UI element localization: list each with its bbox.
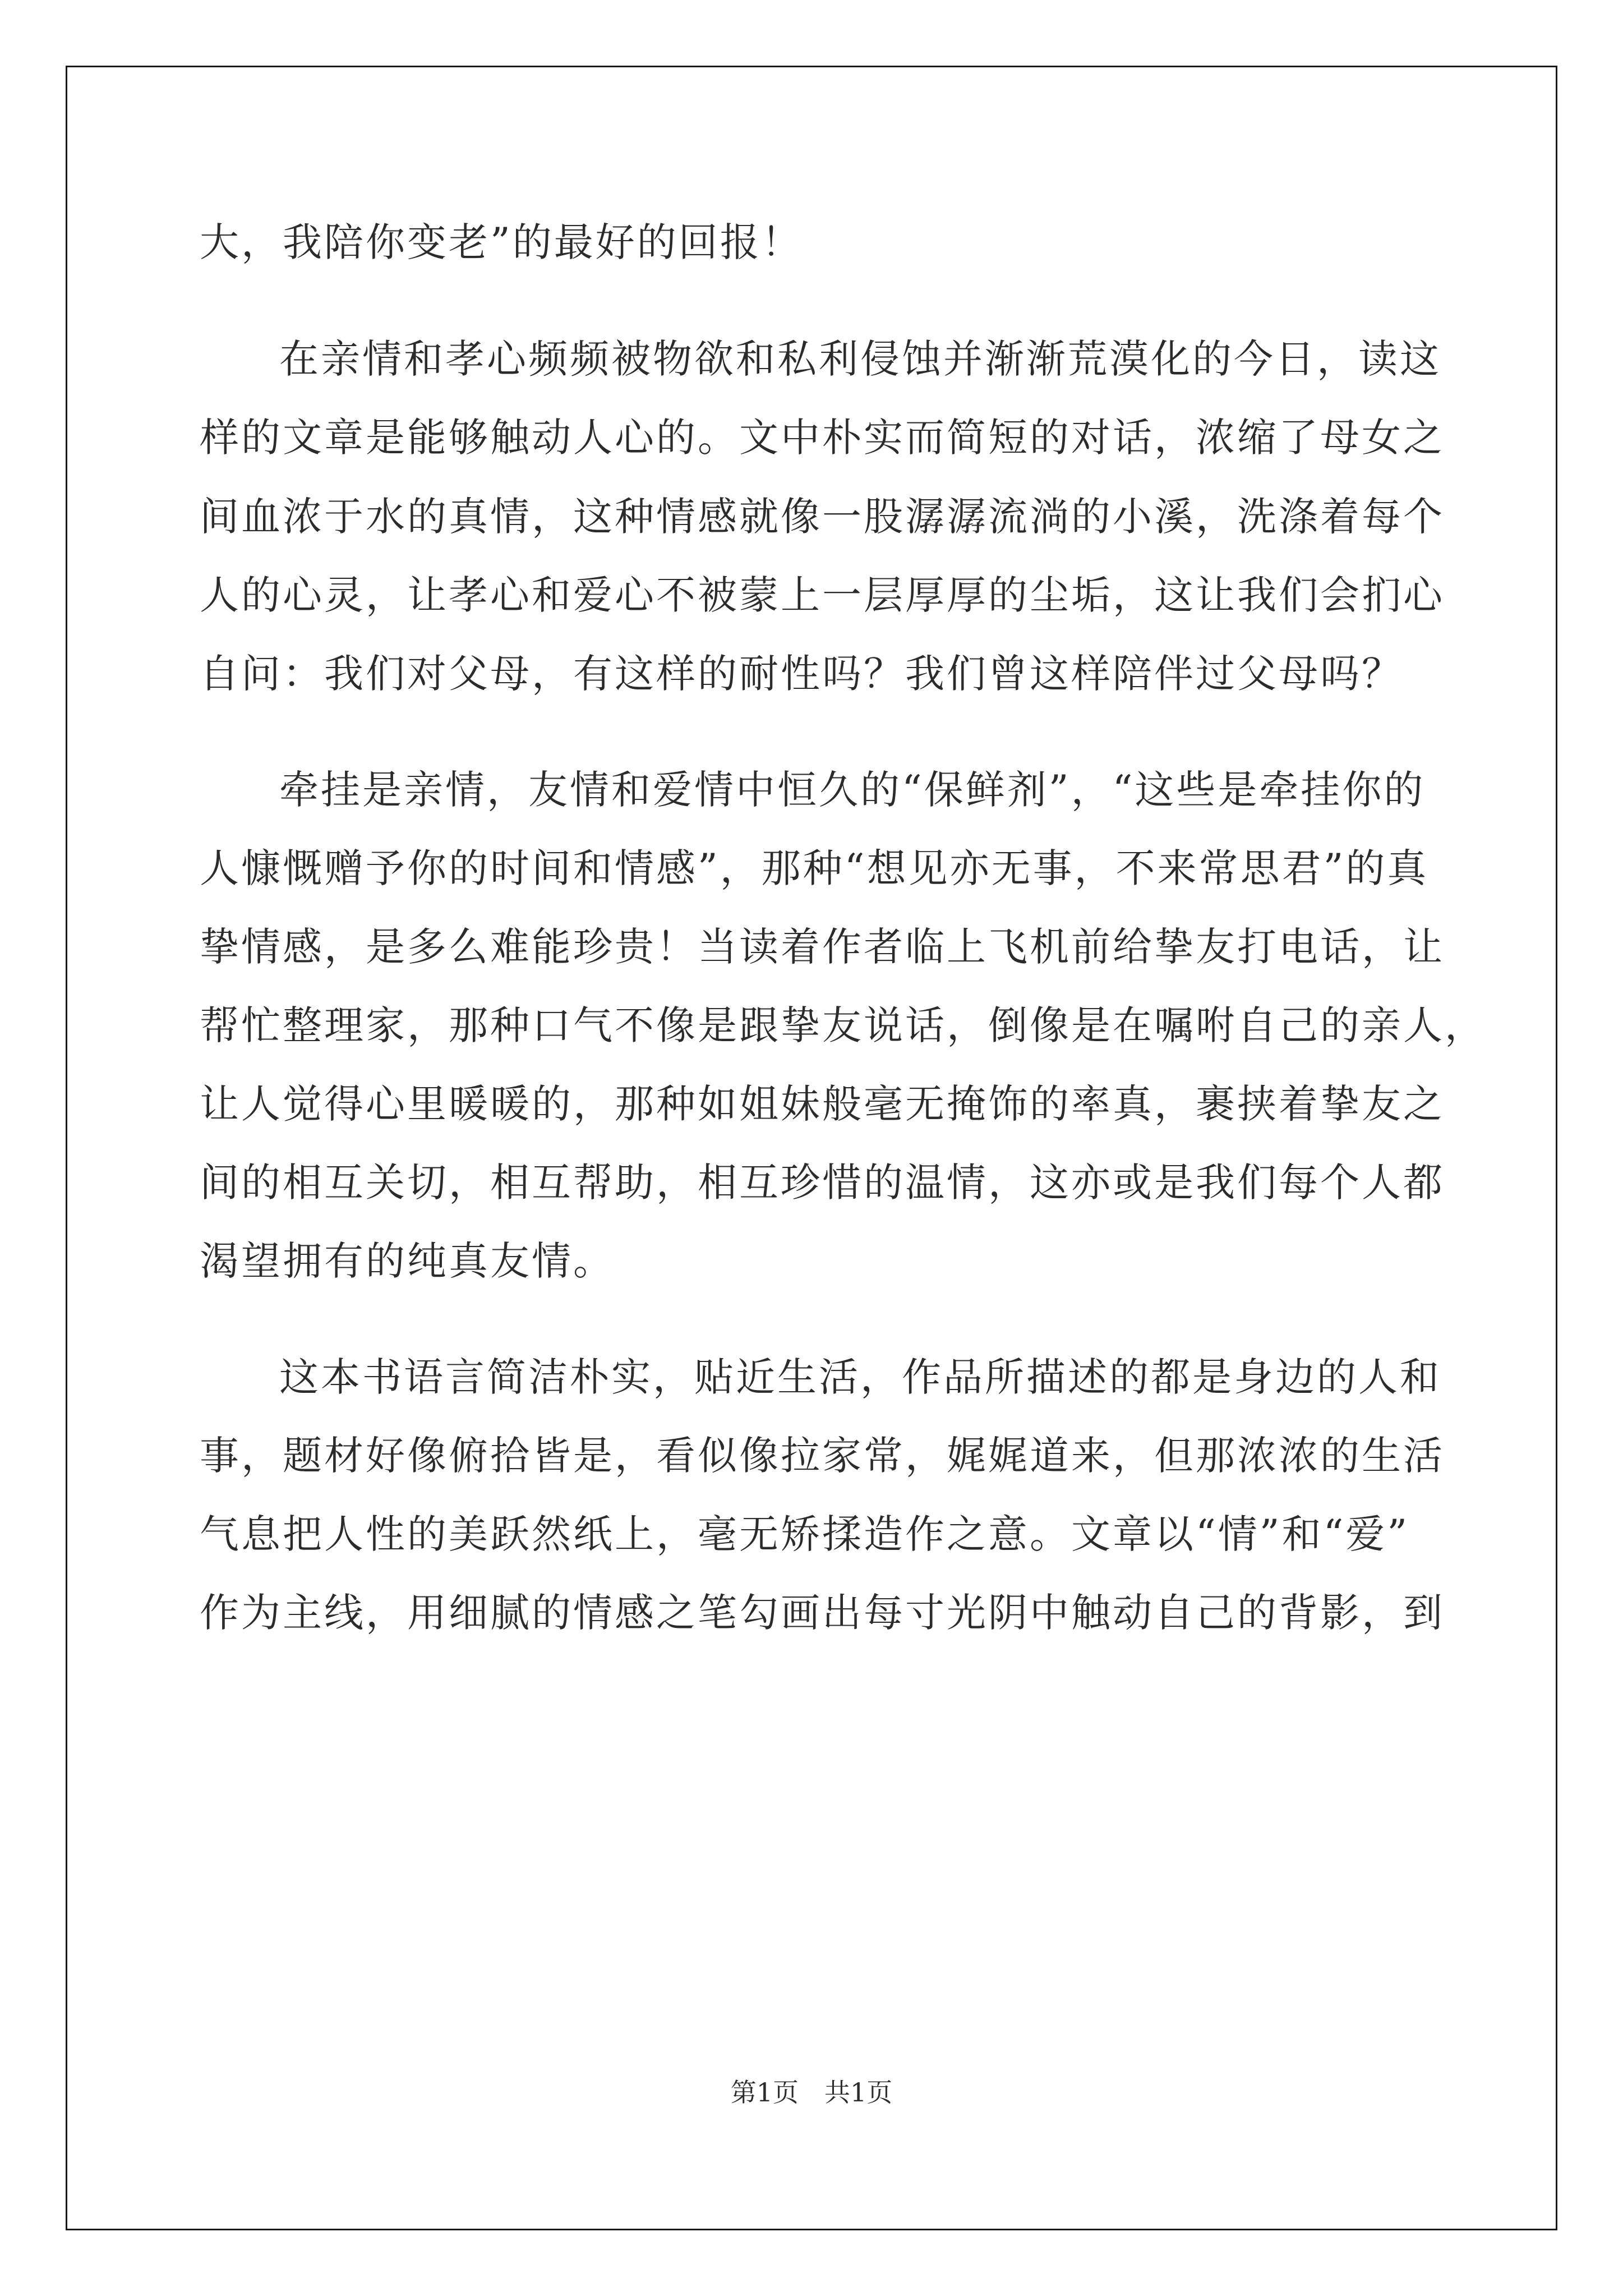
text-line: 作为主线，用细腻的情感之笔勾画出每寸光阴中触动自己的背影，到 [200,1590,1445,1636]
page-footer: 第1页 共1页 [730,2077,893,2108]
text-line: 帮忙整理家，那种口气不像是跟挚友说话，倒像是在嘱咐自己的亲人， [200,1002,1486,1048]
text-line: 气息把人性的美跃然纸上，毫无矫揉造作之意。文章以“情”和“爱” [200,1511,1410,1557]
text-line: 事，题材好像俯拾皆是，看似像拉家常，娓娓道来，但那浓浓的生活 [200,1433,1445,1479]
page-border [66,66,1557,2230]
text-line: 大，我陪你变老”的最好的回报！ [200,219,803,265]
text-line: 人的心灵，让孝心和爱心不被蒙上一层厚厚的尘垢，这让我们会扪心 [200,572,1445,618]
text-line: 挚情感，是多么难能珍贵！当读着作者临上飞机前给挚友打电话，让 [200,924,1445,970]
text-line: 间血浓于水的真情，这种情感就像一股潺潺流淌的小溪，洗涤着每个 [200,494,1445,540]
text-line: 人慷慨赠予你的时间和情感”，那种“想见亦无事，不来常思君”的真 [200,845,1429,891]
paragraph-start-line: 牵挂是亲情，友情和爱情中恒久的“保鲜剂”，“这些是牵挂你的 [279,767,1426,813]
paragraph-start-line: 这本书语言简洁朴实，贴近生活，作品所描述的都是身边的人和 [279,1354,1441,1400]
text-line: 间的相互关切，相互帮助，相互珍惜的温情，这亦或是我们每个人都 [200,1159,1445,1205]
text-line: 渴望拥有的纯真友情。 [200,1238,615,1284]
text-line: 让人觉得心里暖暖的，那种如姐妹般毫无掩饰的率真，裹挟着挚友之 [200,1081,1445,1127]
text-line: 自问：我们对父母，有这样的耐性吗？我们曾这样陪伴过父母吗？ [200,651,1403,697]
paragraph-start-line: 在亲情和孝心频频被物欲和私利侵蚀并渐渐荒漠化的今日，读这 [279,336,1441,382]
text-line: 样的文章是能够触动人心的。文中朴实而简短的对话，浓缩了母女之 [200,415,1445,461]
